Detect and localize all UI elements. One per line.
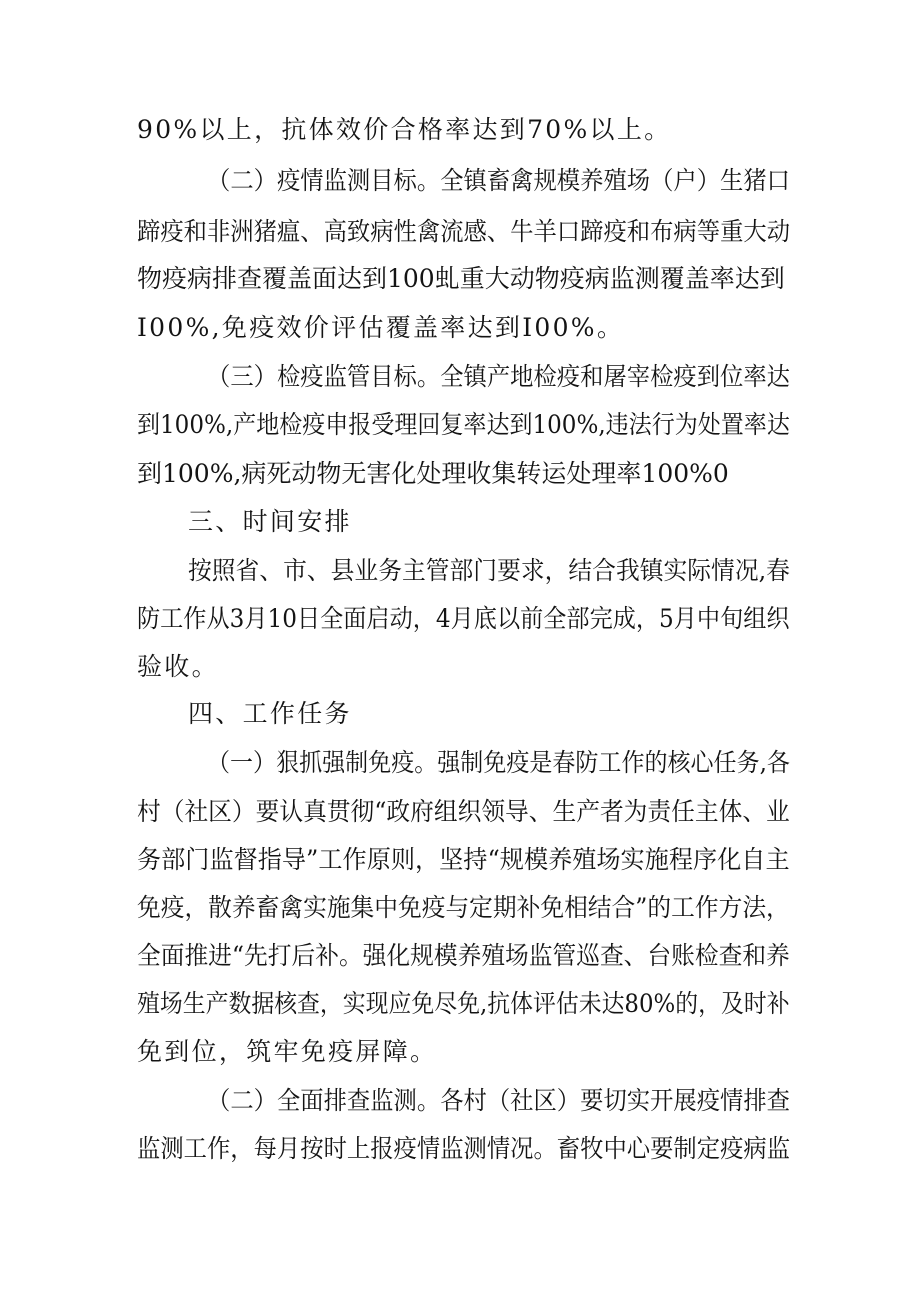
text-line: 免到位，筑牢免疫屏障。 bbox=[137, 1037, 438, 1066]
section-heading: 三、时间安排 bbox=[188, 507, 352, 536]
text-line: （二）疫情监测目标。全镇畜禽规模养殖场（户）生猪口 bbox=[207, 166, 791, 195]
section-heading: 四、工作任务 bbox=[188, 699, 352, 728]
text-line: 务部门监督指导”工作原则，坚持“规模养殖场实施程序化自主 bbox=[137, 845, 790, 874]
text-line: I00%,免疫效价评估覆盖率达到I00%。 bbox=[137, 313, 625, 342]
text-line: 到100%,产地检疫申报受理回复率达到100%,违法行为处置率达 bbox=[137, 410, 790, 439]
text-line: 免疫，散养畜禽实施集中免疫与定期补免相结合”的工作方法， bbox=[137, 893, 790, 922]
text-line: 监测工作，每月按时上报疫情监测情况。畜牧中心要制定疫病监 bbox=[137, 1134, 791, 1163]
text-line: 蹄疫和非洲猪瘟、高致病性禽流感、牛羊口蹄疫和布病等重大动 bbox=[137, 217, 791, 246]
text-line: 防工作从3月10日全面启动，4月底以前全部完成，5月中旬组织 bbox=[137, 604, 790, 633]
text-line: 村（社区）要认真贯彻“政府组织领导、生产者为责任主体、业 bbox=[137, 797, 790, 826]
text-line: 到100%,病死动物无害化处理收集转运处理率100%0 bbox=[137, 459, 729, 488]
text-line: 验收。 bbox=[137, 652, 219, 681]
text-line: 物疫病排查覆盖面达到100虬重大动物疫病监测覆盖率达到 bbox=[137, 264, 785, 293]
text-line: （二）全面排查监测。各村（社区）要切实开展疫情排查 bbox=[207, 1086, 791, 1115]
text-line: （一）狠抓强制免疫。强制免疫是春防工作的核心任务,各 bbox=[207, 748, 790, 777]
text-line: （三）检疫监管目标。全镇产地检疫和屠宰检疫到位率达 bbox=[207, 362, 791, 391]
text-line: 殖场生产数据核查，实现应免尽免,抗体评估未达80%的，及时补 bbox=[137, 989, 790, 1018]
text-line: 全面推进“先打后补。强化规模养殖场监管巡查、台账检查和养 bbox=[137, 941, 790, 970]
text-line: 90%以上，抗体效价合格率达到70%以上。 bbox=[137, 115, 672, 144]
text-line: 按照省、市、县业务主管部门要求，结合我镇实际情况,春 bbox=[188, 556, 790, 585]
